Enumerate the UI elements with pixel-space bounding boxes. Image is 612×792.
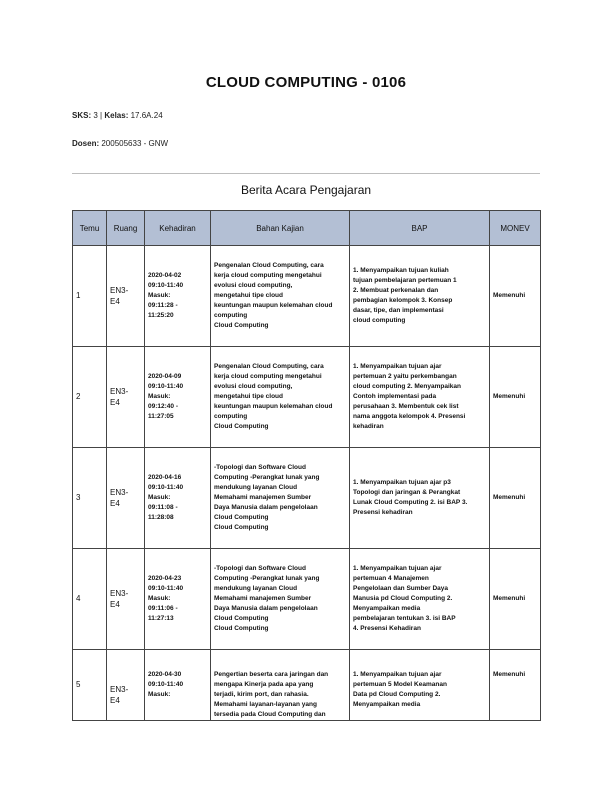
cell-kehadiran-line: Masuk: <box>148 393 171 400</box>
cell-bahan-kajian-line: Daya Manusia dalam pengelolaan <box>214 605 318 612</box>
cell-bap-line: Menyampaikan media <box>353 605 421 612</box>
cell-bahan-kajian-line: -Topologi dan Software Cloud <box>214 565 306 572</box>
cell-bahan-kajian-line: Cloud Computing <box>214 514 269 521</box>
cell-kehadiran-line: 09:11:06 - <box>148 605 178 612</box>
cell-bap-content <box>353 564 486 634</box>
cell-ruang-line: EN3- <box>110 685 129 694</box>
cell-bap-line: 1. Menyampaikan tujuan kuliah <box>353 267 449 274</box>
cell-ruang-line: EN3- <box>110 286 129 295</box>
cell-kehadiran-content <box>148 650 207 700</box>
monev-status: Memenuhi <box>493 393 526 400</box>
cell-kehadiran-line: 11:28:08 <box>148 514 174 521</box>
cell-kehadiran-content <box>148 574 207 624</box>
table-row <box>73 448 541 549</box>
cell-ruang <box>107 448 145 549</box>
cell-bahan-kajian-line: mendukung layanan Cloud <box>214 484 298 491</box>
cell-kehadiran-line: 2020-04-16 <box>148 474 182 481</box>
cell-bahan-kajian-line: Cloud Computing <box>214 322 269 329</box>
teaching-record-table <box>72 210 541 721</box>
cell-kehadiran-line: 09:11:08 - <box>148 504 178 511</box>
sks-value: 3 <box>93 111 98 120</box>
sks-label: SKS: <box>72 111 92 120</box>
divider <box>72 173 540 174</box>
cell-bahan-kajian-line: terjadi, kirim port, dan rahasia. <box>214 691 309 698</box>
cell-bap-content <box>353 266 486 326</box>
cell-kehadiran-content <box>148 372 207 422</box>
table-row <box>73 246 541 347</box>
cell-bap-line: pertemuan 2 yaitu perkembangan <box>353 373 457 380</box>
cell-bahan-kajian-line: evolusi cloud computing, <box>214 383 293 390</box>
cell-bap-line: kehadiran <box>353 423 384 430</box>
cell-monev <box>490 549 541 650</box>
cell-ruang-content <box>110 588 141 610</box>
cell-kehadiran-content <box>148 473 207 523</box>
cell-bap-line: Lunak Cloud Computing 2. isi BAP 3. <box>353 499 468 506</box>
cell-bahan-kajian-content <box>214 463 346 533</box>
cell-bap-line: 1. Menyampaikan tujuan ajar p3 <box>353 479 451 486</box>
cell-bahan-kajian-line: Computing -Perangkat lunak yang <box>214 575 320 582</box>
cell-bap-line: Presensi kehadiran <box>353 509 413 516</box>
cell-kehadiran-line: 09:10-11:40 <box>148 282 184 289</box>
cell-bahan-kajian-content <box>214 261 346 331</box>
header-bap: BAP <box>350 211 490 246</box>
monev-status: Memenuhi <box>493 595 526 602</box>
cell-kehadiran-line: Masuk: <box>148 292 171 299</box>
table-row <box>73 549 541 650</box>
cell-kehadiran-content <box>148 271 207 321</box>
cell-bahan-kajian-line: Cloud Computing <box>214 625 269 632</box>
cell-bap <box>350 448 490 549</box>
cell-kehadiran-line: 09:10-11:40 <box>148 484 184 491</box>
cell-monev <box>490 448 541 549</box>
cell-bahan-kajian-line: Computing -Perangkat lunak yang <box>214 474 320 481</box>
cell-ruang-content <box>110 487 141 509</box>
cell-kehadiran <box>145 347 211 448</box>
cell-bahan-kajian-content <box>214 362 346 432</box>
cell-kehadiran-line: 2020-04-23 <box>148 575 182 582</box>
cell-ruang-line: E4 <box>110 297 120 306</box>
page-title: CLOUD COMPUTING - 0106 <box>205 74 407 91</box>
monev-status: Memenuhi <box>493 494 526 501</box>
cell-bahan-kajian-line: kerja cloud computing mengetahui <box>214 373 322 380</box>
header-ruang: Ruang <box>107 211 145 246</box>
cell-bahan-kajian-line: Memahami layanan-layanan yang <box>214 701 317 708</box>
cell-bap-line: Data pd Cloud Computing 2. <box>353 691 441 698</box>
cell-bap-line: pembagian kelompok 3. Konsep <box>353 297 453 304</box>
kelas-value: 17.6A.24 <box>130 111 163 120</box>
header-kehadiran: Kehadiran <box>145 211 211 246</box>
cell-ruang-content <box>110 386 141 408</box>
cell-bap-line: Topologi dan jaringan & Perangkat <box>353 489 461 496</box>
cell-ruang-line: E4 <box>110 398 120 407</box>
cell-bahan-kajian-content <box>214 564 346 634</box>
cell-bap-content <box>353 650 486 710</box>
cell-ruang-line: EN3- <box>110 589 129 598</box>
dosen-value: 200505633 - GNW <box>101 139 169 148</box>
cell-bap-line: nama anggota kelompok 4. Presensi <box>353 413 466 420</box>
cell-bahan-kajian-line: Cloud Computing <box>214 423 269 430</box>
cell-bahan-kajian-line: mengetahui tipe cloud <box>214 292 283 299</box>
cell-bap-line: Pengelolaan dan Sumber Daya <box>353 585 449 592</box>
cell-bahan-kajian-line: kerja cloud computing mengetahui <box>214 272 322 279</box>
cell-kehadiran-line: 2020-04-02 <box>148 272 182 279</box>
cell-bahan-kajian-line: Cloud Computing <box>214 615 269 622</box>
cell-bap-line: perusahaan 3. Membentuk cek list <box>353 403 459 410</box>
cell-ruang <box>107 549 145 650</box>
cell-kehadiran <box>145 650 211 721</box>
cell-bap-line: 1. Menyampaikan tujuan ajar <box>353 565 442 572</box>
cell-kehadiran-line: 11:27:13 <box>148 615 174 622</box>
cell-monev <box>490 246 541 347</box>
cell-kehadiran-line: Masuk: <box>148 595 171 602</box>
cell-bap-line: tujuan pembelajaran pertemuan 1 <box>353 277 457 284</box>
cell-bahan-kajian-line: tersedia pada Cloud Computing dan <box>214 711 326 718</box>
dosen-label: Dosen: <box>72 139 100 148</box>
cell-ruang-line: E4 <box>110 696 120 705</box>
section-title: Berita Acara Pengajaran <box>240 183 372 197</box>
cell-monev <box>490 650 541 721</box>
cell-bahan-kajian-line: Pengertian beserta cara jaringan dan <box>214 671 329 678</box>
cell-bap-line: pertemuan 5 Model Keamanan <box>353 681 447 688</box>
cell-ruang-content <box>110 285 141 307</box>
monev-status: Memenuhi <box>493 292 526 299</box>
cell-bap-line: 2. Membuat perkenalan dan <box>353 287 439 294</box>
cell-bahan-kajian <box>211 246 350 347</box>
cell-bap <box>350 549 490 650</box>
cell-kehadiran-line: 2020-04-09 <box>148 373 182 380</box>
cell-bap-line: pembelajaran tentukan 3. isi BAP <box>353 615 456 622</box>
cell-bap-line: dasar, tipe, dan implementasi <box>353 307 444 314</box>
cell-kehadiran-line: 09:12:40 - <box>148 403 178 410</box>
cell-kehadiran-line: 11:25:20 <box>148 312 174 319</box>
cell-ruang-content <box>110 664 141 706</box>
kelas-label: Kelas: <box>104 111 129 120</box>
cell-temu: 3 <box>73 448 107 549</box>
cell-kehadiran-line: 11:27:05 <box>148 413 174 420</box>
cell-ruang <box>107 246 145 347</box>
cell-bahan-kajian-line: Cloud Computing <box>214 524 269 531</box>
cell-bap <box>350 650 490 721</box>
cell-kehadiran-line: 09:10-11:40 <box>148 585 184 592</box>
header-bahan-kajian: Bahan Kajian <box>211 211 350 246</box>
cell-ruang-line: EN3- <box>110 488 129 497</box>
monev-status: Memenuhi <box>493 671 526 678</box>
cell-bap-line: pertemuan 4 Manajemen <box>353 575 429 582</box>
cell-bahan-kajian-line: Pengenalan Cloud Computing, cara <box>214 363 324 370</box>
cell-ruang-line: E4 <box>110 499 120 508</box>
cell-bahan-kajian-line: Pengenalan Cloud Computing, cara <box>214 262 324 269</box>
lecturer-meta <box>72 139 168 148</box>
cell-ruang-line: E4 <box>110 600 120 609</box>
cell-temu: 4 <box>73 549 107 650</box>
cell-bap-content <box>353 478 486 518</box>
cell-bahan-kajian <box>211 347 350 448</box>
cell-kehadiran <box>145 448 211 549</box>
meta-separator: | <box>100 111 103 120</box>
table-row <box>73 347 541 448</box>
cell-bahan-kajian-line: evolusi cloud computing, <box>214 282 293 289</box>
cell-temu: 5 <box>73 650 107 721</box>
table-row <box>73 650 541 721</box>
cell-bahan-kajian <box>211 448 350 549</box>
cell-bap-line: cloud computing 2. Menyampaikan <box>353 383 461 390</box>
cell-bap-line: 1. Menyampaikan tujuan ajar <box>353 671 442 678</box>
cell-bahan-kajian-line: keuntungan maupun kelemahan cloud computing <box>214 403 333 420</box>
cell-kehadiran <box>145 549 211 650</box>
cell-bahan-kajian-line: keuntungan maupun kelemahan cloud computing <box>214 302 333 319</box>
cell-bap-line: Contoh implementasi pada <box>353 393 437 400</box>
cell-bahan-kajian-line: mengapa Kinerja pada apa yang <box>214 681 314 688</box>
cell-bahan-kajian-line: mendukung layanan Cloud <box>214 585 298 592</box>
cell-bap-content <box>353 362 486 432</box>
cell-bap-line: Menyampaikan media <box>353 701 421 708</box>
cell-ruang-line: EN3- <box>110 387 129 396</box>
cell-bap-line: cloud computing <box>353 317 406 324</box>
cell-bahan-kajian-line: -Topologi dan Software Cloud <box>214 464 306 471</box>
cell-kehadiran <box>145 246 211 347</box>
cell-temu: 1 <box>73 246 107 347</box>
cell-bap <box>350 347 490 448</box>
cell-ruang <box>107 650 145 721</box>
cell-bahan-kajian <box>211 549 350 650</box>
course-meta <box>72 111 163 120</box>
cell-bahan-kajian-line: mengetahui tipe cloud <box>214 393 283 400</box>
cell-bahan-kajian <box>211 650 350 721</box>
cell-bahan-kajian-line: Daya Manusia dalam pengelolaan <box>214 504 318 511</box>
cell-kehadiran-line: Masuk: <box>148 494 171 501</box>
cell-ruang <box>107 347 145 448</box>
cell-temu: 2 <box>73 347 107 448</box>
cell-bap-line: 4. Presensi Kehadiran <box>353 625 421 632</box>
cell-kehadiran-line: Masuk: <box>148 691 171 698</box>
header-temu: Temu <box>73 211 107 246</box>
cell-kehadiran-line: 09:10-11:40 <box>148 383 184 390</box>
header-monev: MONEV <box>490 211 541 246</box>
cell-kehadiran-line: 09:10-11:40 <box>148 681 184 688</box>
cell-bahan-kajian-line: Memahami manajemen Sumber <box>214 595 312 602</box>
cell-kehadiran-line: 09:11:28 - <box>148 302 178 309</box>
cell-bap <box>350 246 490 347</box>
cell-bahan-kajian-line: Memahami manajemen Sumber <box>214 494 312 501</box>
cell-monev <box>490 347 541 448</box>
table-header-row <box>73 211 541 246</box>
cell-bap-line: 1. Menyampaikan tujuan ajar <box>353 363 442 370</box>
cell-bahan-kajian-content <box>214 650 346 720</box>
cell-bap-line: Manusia pd Cloud Computing 2. <box>353 595 453 602</box>
cell-kehadiran-line: 2020-04-30 <box>148 671 182 678</box>
